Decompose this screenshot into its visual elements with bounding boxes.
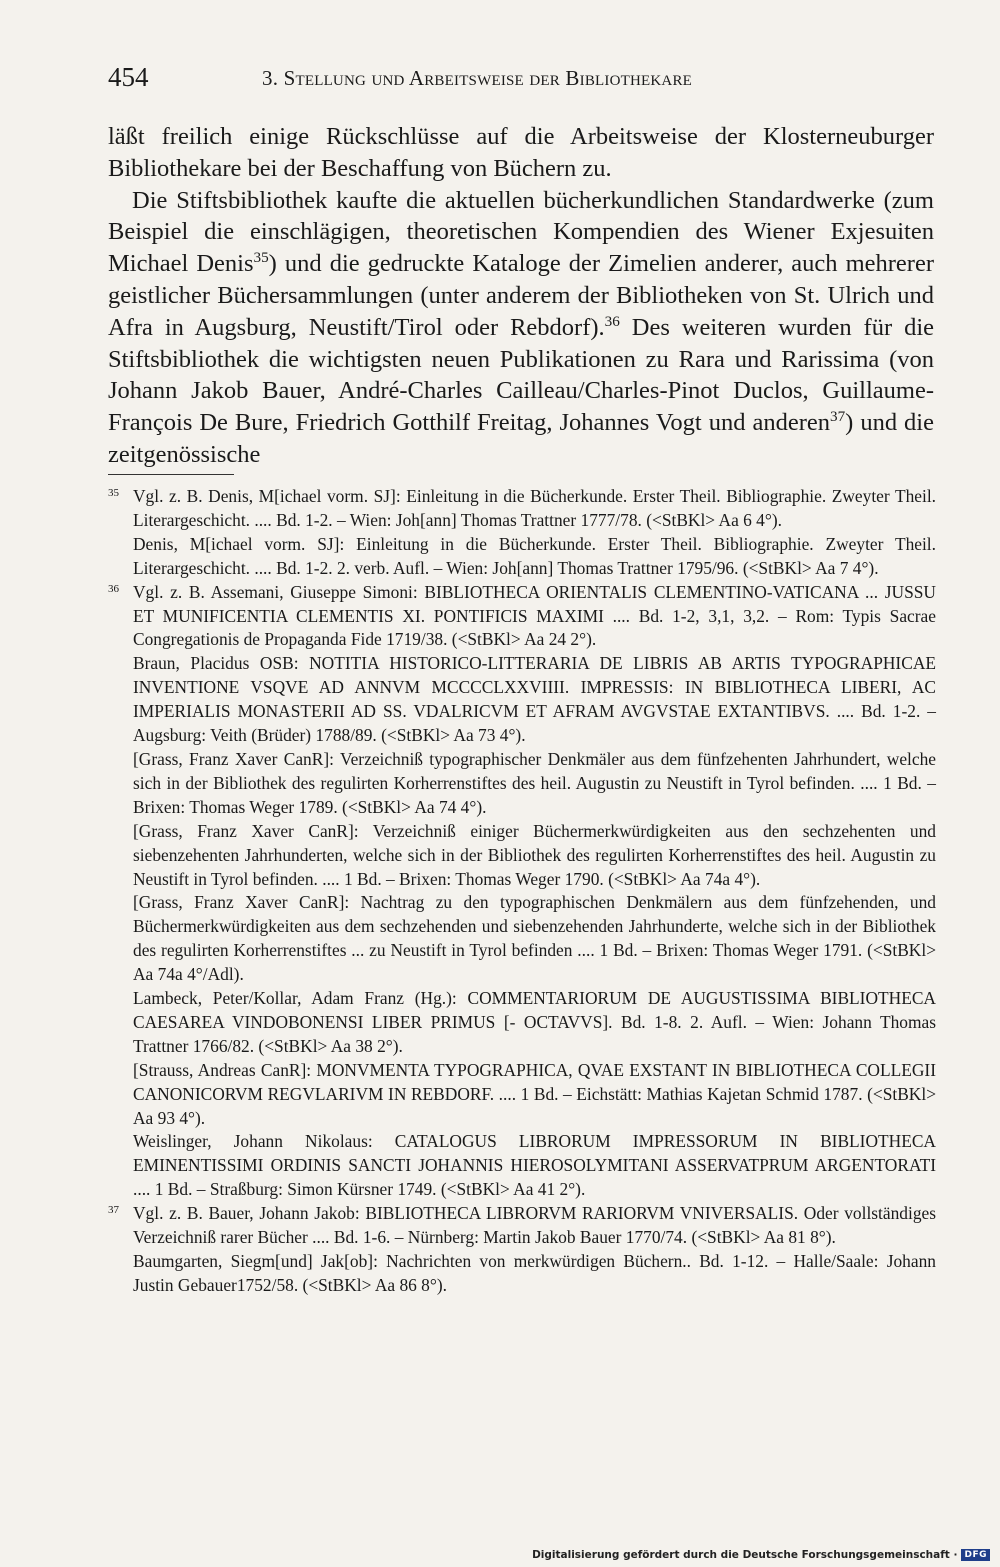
footnote-entry: Braun, Placidus OSB: NOTITIA HISTORICO-LITTERARIA DE LIBRIS AB ARTIS TYPOGRAPHICAE INVENTIONE VSQVE AD ANNVM MCCCCLXXVIIII. IMPRESSIS: IN BIBLIOTHECA LIBERI, AC IMPERIALIS MONASTERII AD SS. VDALRICVM ET AFRAM AVGVSTAE EXTANTIBVS. .... Bd. 1-2. – Augsburg: Veith (Brüder) 1788/89. (<StBKl> Aa 73 4°).: [133, 653, 936, 746]
footnote-entry: [Grass, Franz Xaver CanR]: Verzeichniß typographischer Denkmäler aus dem fünfzehenten Jahrhundert, welche sich in der Bibliothek des regulirten Korherrenstiftes des heil. Augustin zu Neustift in Tyrol befinden. .... 1 Bd. – Brixen: Thomas Weger 1789. (<StBKl> Aa 74 4°).: [133, 748, 936, 817]
page-number: 454: [108, 62, 149, 92]
footnote-35: [108, 485, 936, 581]
footnote-entry: Lambeck, Peter/Kollar, Adam Franz (Hg.): COMMENTARIORUM DE AUGUSTISSIMA BIBLIOTHECA CAESAREA VINDOBONENSI LIBER PRIMUS [- OCTAVVS]. Bd. 1-8. 2. Aufl. – Wien: Johann Thomas Trattner 1766/82. (<StBKl> Aa 38 2°).: [133, 988, 936, 1056]
page-header: [108, 62, 938, 96]
footnote-entry: Baumgarten, Siegm[und] Jak[ob]: Nachrichten von merkwürdigen Büchern.. Bd. 1-12. – Halle/Saale: Johann Justin Gebauer1752/58. (<StBKl> Aa 86 8°).: [133, 1251, 936, 1295]
footnote-entry: [Grass, Franz Xaver CanR]: Nachtrag zu den typographischen Denkmälern aus dem fünfzehenden, und Büchermerkwürdigkeiten aus dem sechzehenden und siebenzehenden Jahrhunderte, welche sich in der Bibliothek des regulirten Korherrenstiftes ... zu Neustift in Tyrol befinden .... 1 Bd. – Brixen: Thomas Weger 1791. (<StBKl> Aa 74a 4°/Adl).: [133, 892, 936, 985]
footnote-36: [108, 581, 936, 1203]
running-title: 3. Stellung und Arbeitsweise der Bibliothekare: [262, 66, 693, 90]
footnote-entry: [Grass, Franz Xaver CanR]: Verzeichniß einiger Büchermerkwürdigkeiten aus den sechzehenten und siebenzehenten Jahrhunderten, welche sich in der Bibliothek des regulirten Korherrenstiftes des heil. Augustin zu Neustift in Tyrol befinden. .... 1 Bd. – Brixen: Thomas Weger 1790. (<StBKl> Aa 74a 4°).: [133, 820, 936, 889]
footnote-number: 36: [108, 582, 119, 595]
footnote-entry: Vgl. z. B. Denis, M[ichael vorm. SJ]: Einleitung in die Bücherkunde. Erster Theil. Bibliographie. Zweyter Theil. Literargeschicht. .... Bd. 1-2. – Wien: Joh[ann] Thomas Trattner 1777/78. (<StBKl> Aa 6 4°).: [133, 486, 936, 530]
main-text: [108, 121, 934, 471]
paragraph-2: [108, 185, 934, 471]
footnote-number: 37: [108, 1204, 119, 1217]
footnote-entry: Weislinger, Johann Nikolaus: CATALOGUS LIBRORUM IMPRESSORUM IN BIBLIOTHECA EMINENTISSIMI ORDINIS SANCTI JOHANNIS HIEROSOLYMITANI ASSERVATPRUM ARGENTORATI .... 1 Bd. – Straßburg: Simon Kürsner 1749. (<StBKl> Aa 41 2°).: [133, 1131, 936, 1200]
footnote-entry: Vgl. z. B. Bauer, Johann Jakob: BIBLIOTHECA LIBRORVM RARIORVM VNIVERSALIS. Oder vollständiges Verzeichniß rarer Bücher .... Bd. 1-6. – Nürnberg: Martin Jakob Bauer 1770/74. (<StBKl> Aa 81 8°).: [133, 1203, 936, 1248]
dfg-logo-icon: DFG: [961, 1549, 990, 1561]
paragraph-1: läßt freilich einige Rückschlüsse auf die Arbeitsweise der Klosterneuburger Bibliothekare bei der Beschaffung von Büchern zu.: [108, 123, 934, 182]
footnote-entry: [Strauss, Andreas CanR]: MONVMENTA TYPOGRAPHICA, QVAE EXSTANT IN BIBLIOTHECA COLLEGII CANONICORVM REGVLARIVM IN REBDORF. .... 1 Bd. – Eichstätt: Mathias Kajetan Schmid 1787. (<StBKl> Aa 93 4°).: [133, 1059, 936, 1128]
footnote-37: [108, 1202, 936, 1298]
footnote-entry: Denis, M[ichael vorm. SJ]: Einleitung in die Bücherkunde. Erster Theil. Bibliographie. Zweyter Theil. Literargeschicht. .... Bd. 1-2. 2. verb. Aufl. – Wien: Joh[ann] Thomas Trattner 1795/96. (<StBKl> Aa 7 4°).: [133, 533, 936, 578]
footnote-ref-36: 36: [604, 312, 620, 330]
paragraph-2-part-c: Des weiteren wurden für die Stiftsbibliothek die wichtigsten neuen Publikationen zu Rara und Rarissima (von Johann Jakob Bauer, André-Charles Cailleau/Charles-Pinot Duclos, Guillaume-François De Bure, Friedrich Gotthilf Freitag, Johannes Vogt und anderen: [108, 313, 935, 437]
paragraph-2-part-d: ) und die zeitgenössische: [108, 409, 934, 468]
footnote-ref-37: 37: [829, 408, 846, 426]
footer-credit: Digitalisierung gefördert durch die Deutsche Forschungsgemeinschaft ·: [532, 1549, 958, 1561]
digitization-footer: [532, 1549, 990, 1561]
footnote-number: 35: [108, 487, 119, 499]
footnotes: [108, 485, 936, 1298]
footnote-ref-35: 35: [253, 249, 269, 267]
paragraph-2-part-b: ) und die gedruckte Kataloge der Zimelien anderer, auch mehrerer geistlicher Büchersammlungen (unter anderem der Bibliotheken von St. Ulrich und Afra in Augsburg, Neustift/Tirol oder Rebdorf).: [108, 250, 934, 341]
footnote-separator: [108, 474, 234, 475]
footnote-entry: Vgl. z. B. Assemani, Giuseppe Simoni: BIBLIOTHECA ORIENTALIS CLEMENTINO-VATICANA ... JUSSU ET MUNIFICENTIA CLEMENTIS XI. PONTIFICIS MAXIMI .... Bd. 1-2, 3,1, 3,2. – Rom: Typis Sacrae Congregationis de Propaganda Fide 1719/38. (<StBKl> Aa 24 2°).: [133, 581, 936, 650]
paragraph-2-part-a: Die Stiftsbibliothek kaufte die aktuellen bücherkundlichen Standardwerke (zum Beispiel die einschlägigen, theoretischen Kompendien des Wiener Exjesuiten Michael Denis: [108, 186, 934, 278]
